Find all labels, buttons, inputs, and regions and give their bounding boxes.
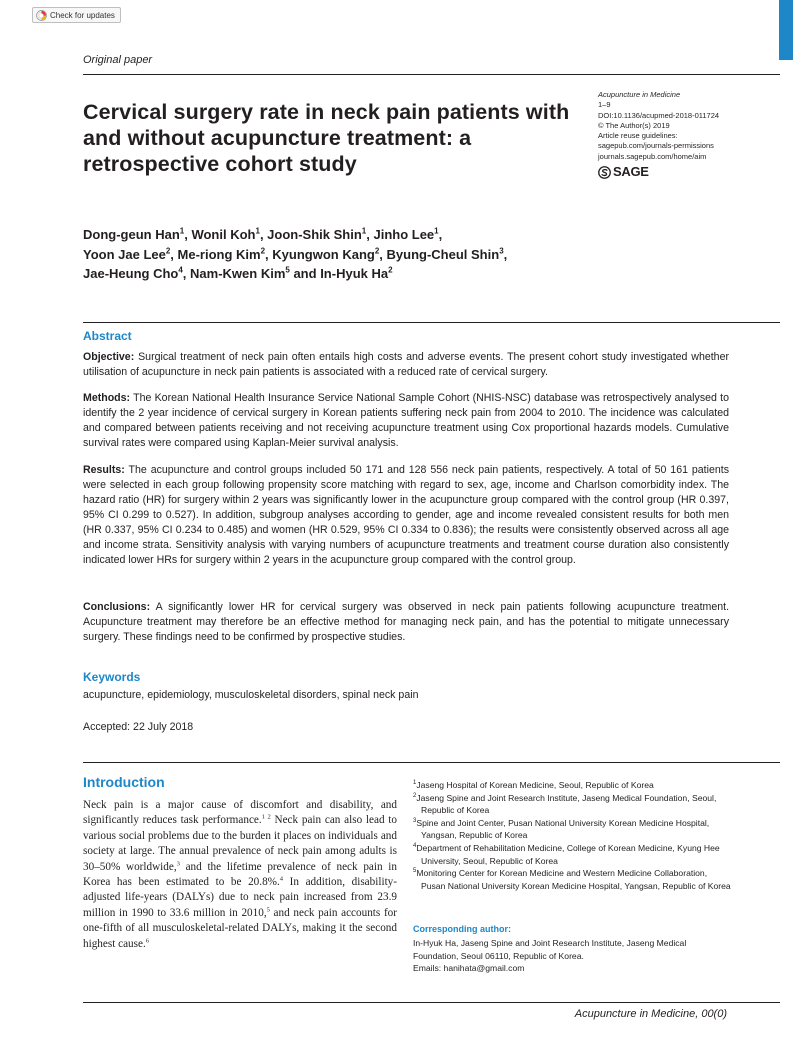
author-name: Wonil Koh — [191, 227, 256, 242]
check-for-updates-icon — [36, 10, 47, 21]
author-name: Nam-Kwen Kim — [190, 266, 286, 281]
introduction-paragraph — [83, 798, 397, 952]
meta-home-link[interactable]: journals.sagepub.com/home/aim — [598, 151, 707, 161]
citation-ref[interactable]: 6 — [145, 936, 150, 944]
corresponding-address: In-Hyuk Ha, Jaseng Spine and Joint Research Institute, Jaseng Medical Foundation, Seoul 06110, Republic of Korea. — [413, 938, 687, 961]
keywords-list: acupuncture, epidemiology, musculoskeletal disorders, spinal neck pain — [83, 689, 419, 701]
methods-text: The Korean National Health Insurance Service National Sample Cohort (NHIS-NSC) database was retrospectively analysed to identify the 2 year incidence of cervical surgery in Korean patients suffering neck pain from 2004 to 2010. The incidence was calculated and compared between patients receiving and not receiving acupuncture treatment using Cox proportional hazards models. Cumulative survival rates were compared using Kaplan-Meier survival analysis. — [83, 392, 729, 449]
affiliation-text: Jaseng Spine and Joint Research Institute, Jaseng Medical Foundation, Seoul, Republic of Korea — [416, 792, 717, 816]
author-name: Me-riong Kim — [177, 246, 261, 262]
author-affiliation-ref: 2 — [165, 246, 171, 256]
affiliation-item — [413, 867, 733, 892]
objective-label: Objective: — [83, 351, 135, 363]
meta-reuse-label: Article reuse guidelines: — [598, 131, 678, 141]
intro-text: and neck pain accounts for one-fifth of all musculoskeletal-related DALYs, making it the second highest cause. — [83, 906, 397, 950]
keywords-heading: Keywords — [83, 670, 141, 684]
author-separator: , — [503, 246, 508, 262]
author-affiliation-ref: 1 — [179, 226, 185, 236]
journal-meta — [598, 90, 773, 179]
author-affiliation-ref: 5 — [285, 265, 290, 275]
author-name: Yoon Jae Lee — [83, 246, 166, 262]
author-name: In-Hyuk Ha — [320, 266, 389, 281]
affiliation-text: Department of Rehabilitation Medicine, College of Korean Medicine, Kyung Hee University, Seoul, Republic of Korea — [416, 842, 720, 866]
methods-label: Methods: — [83, 392, 131, 404]
results-label: Results: — [83, 464, 125, 476]
introduction-heading: Introduction — [83, 774, 165, 790]
sage-logo-icon — [598, 166, 611, 179]
author-affiliation-ref: 4 — [178, 265, 183, 275]
corresponding-heading: Corresponding author: — [413, 924, 511, 934]
author-affiliation-ref: 1 — [361, 226, 367, 236]
corresponding-email[interactable]: Emails: hanihata@gmail.com — [413, 963, 525, 974]
author-name: Byung-Cheul Shin — [386, 246, 500, 262]
abstract-methods — [83, 391, 729, 451]
affiliation-number: 2 — [413, 792, 417, 799]
affiliation-text: Jaseng Hospital of Korean Medicine, Seoul, Republic of Korea — [416, 780, 654, 790]
affiliation-item — [413, 792, 733, 817]
author-affiliation-ref: 2 — [388, 265, 393, 275]
affiliation-number: 3 — [413, 817, 417, 824]
author-separator: and — [289, 266, 321, 281]
author-affiliation-ref: 3 — [499, 246, 504, 256]
author-name: Kyungwon Kang — [272, 246, 375, 262]
corresponding-details — [413, 937, 733, 975]
meta-journal: Acupuncture in Medicine — [598, 90, 681, 99]
affiliation-list — [413, 779, 733, 892]
author-separator: , — [259, 227, 268, 242]
author-name: Dong-geun Han — [83, 227, 180, 242]
citation-ref[interactable]: 3 — [176, 859, 180, 867]
citation-ref[interactable]: 1 2 — [261, 813, 271, 821]
footer-divider — [83, 1002, 780, 1003]
author-separator: , — [379, 246, 387, 262]
affiliation-number: 5 — [413, 868, 417, 875]
header-divider — [83, 74, 780, 75]
author-separator: , — [366, 227, 374, 242]
meta-pages: 1–9 — [598, 100, 611, 110]
paper-title: Cervical surgery rate in neck pain patients with and without acupuncture treatment: a retrospective cohort study — [83, 100, 570, 176]
author-name: Jinho Lee — [373, 227, 435, 242]
conclusions-text: A significantly lower HR for cervical surgery was observed in neck pain patients following acupuncture treatment. Acupuncture treatment may therefore be an effective method for managing neck pain, and has the potential to mitigate unnecessary surgery. These findings need to be confirmed by prospective studies. — [83, 601, 730, 643]
affiliation-item — [413, 842, 733, 867]
author-separator: , — [182, 266, 191, 281]
check-for-updates-label: Check for updates — [50, 10, 115, 20]
author-affiliation-ref: 2 — [374, 246, 380, 256]
citation-ref[interactable]: 4 — [279, 875, 284, 883]
article-type: Original paper — [83, 54, 153, 66]
conclusions-label: Conclusions: — [83, 601, 151, 613]
publisher-name: SAGE — [613, 164, 649, 180]
page-footer: Acupuncture in Medicine, 00(0) — [574, 1008, 727, 1020]
intro-text: In addition, disability-adjusted life-years (DALYs) due to neck pain increased from 23.9 million in 1990 to 33.6 million in 2010, — [83, 876, 397, 919]
abstract-results — [83, 463, 729, 568]
author-list — [83, 225, 643, 284]
abstract-objective — [83, 350, 729, 380]
citation-ref[interactable]: 5 — [266, 906, 270, 914]
meta-copyright: © The Author(s) 2019 — [598, 120, 670, 130]
meta-doi[interactable]: DOI:10.1136/acupmed-2018-011724 — [598, 110, 720, 120]
results-text: The acupuncture and control groups included 50 171 and 128 556 neck pain patients, respectively. A total of 50 161 patients were selected in each group following propensity score matching with regard to sex, age, income and Charlson comorbidity index. The hazard ratio (HR) for surgery within 2 years was significantly lower in the acupuncture group compared with the control group (HR 0.397, 95% CI 0.299 to 0.527). In addition, subgroup analyses according to gender, age and income revealed consistent results for both men (HR 0.337, 95% CI 0.234 to 0.485) and women (HR 0.529, 95% CI 0.334 to 0.836); the results were consistently observed across all age and income strata. Sensitivity analysis with varying numbers of acupuncture treatments and treatment course duration also consistently indicated lower HRs for surgery within 2 years in the acupuncture group compared with the control group. — [83, 464, 729, 566]
objective-text: Surgical treatment of neck pain often entails high costs and adverse events. The present cohort study investigated whether utilisation of acupuncture in neck pain patients is associated with a reduced rate of cervical surgery. — [83, 351, 729, 378]
abstract-conclusions — [83, 600, 729, 645]
intro-text: and the lifetime prevalence of neck pain in Korea has been estimated to be 20.8%. — [83, 860, 397, 889]
check-for-updates-button[interactable] — [32, 7, 121, 23]
author-name: Jae-Heung Cho — [83, 266, 179, 281]
author-affiliation-ref: 1 — [255, 226, 260, 236]
affiliation-item — [413, 779, 733, 792]
journal-color-tab — [779, 0, 793, 60]
meta-reuse-link[interactable]: sagepub.com/journals-permissions — [598, 141, 714, 151]
author-affiliation-ref: 1 — [434, 226, 439, 236]
author-name: Joon-Shik Shin — [267, 227, 362, 242]
publisher-logo — [598, 165, 773, 179]
intro-divider — [83, 762, 780, 763]
affiliation-text: Monitoring Center for Korean Medicine and Western Medicine Collaboration, Pusan National University Korean Medicine Hospital, Yangsan, Republic of Korea — [416, 868, 731, 891]
affiliation-text: Spine and Joint Center, Pusan National University Korean Medicine Hospital, Yangsan, Republic of Korea — [416, 817, 710, 841]
author-separator: , — [265, 246, 273, 262]
affiliation-number: 1 — [413, 780, 417, 787]
affiliation-item — [413, 817, 733, 842]
author-separator: , — [438, 227, 443, 242]
abstract-divider — [83, 322, 780, 323]
intro-text: Neck pain is a major cause of discomfort and disability, and significantly reduces task performance. — [83, 799, 397, 827]
intro-text: Neck pain can also lead to various social problems due to the burden it places on individuals and society at large. The annual prevalence of neck pain among adults is 30–50% worldwide, — [83, 814, 398, 873]
accepted-date: Accepted: 22 July 2018 — [83, 721, 194, 733]
abstract-heading: Abstract — [83, 329, 132, 343]
author-affiliation-ref: 2 — [260, 246, 266, 256]
author-separator: , — [184, 227, 192, 242]
author-separator: , — [170, 246, 178, 262]
affiliation-number: 4 — [413, 843, 417, 850]
